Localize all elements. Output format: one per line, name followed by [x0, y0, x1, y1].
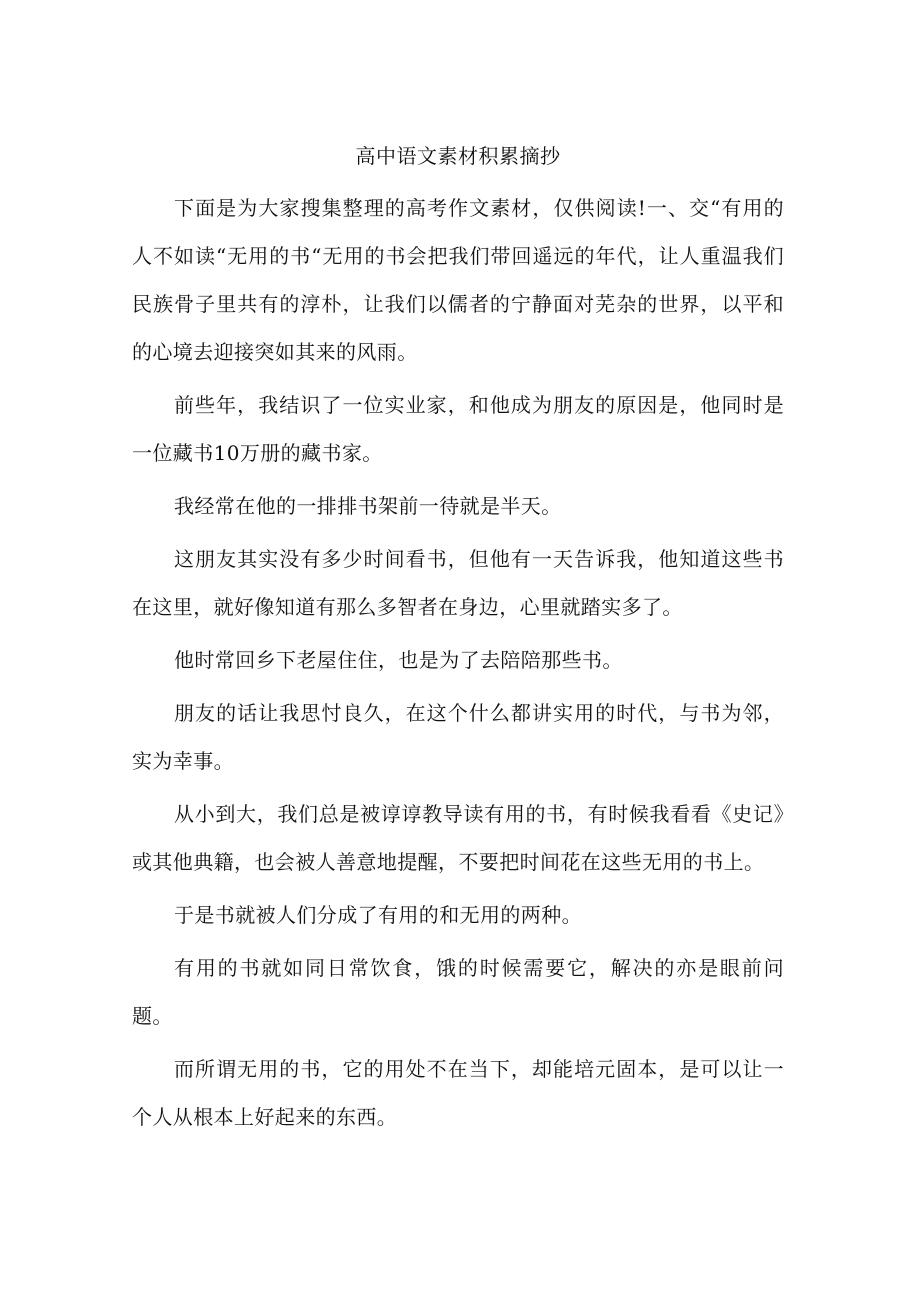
paragraph: 下面是为大家搜集整理的高考作文素材，仅供阅读!一、交“有用的人不如读“无用的书“无用的书会把我们带回遥远的年代，让人重温我们民族骨子里共有的淳朴，让我们以儒者的宁静面对芜杂的世界，以平和的心境去迎接突如其来的风雨。	[132, 196, 784, 364]
paragraph: 这朋友其实没有多少时间看书，但他有一天告诉我，他知道这些书在这里，就好像知道有那么多智者在身边，心里就踏实多了。	[132, 547, 784, 619]
paragraph: 他时常回乡下老屋住住，也是为了去陪陪那些书。	[174, 648, 623, 672]
paragraph: 有用的书就如同日常饮食，饿的时候需要它，解决的亦是眼前问题。	[132, 956, 784, 1028]
paragraph: 于是书就被人们分成了有用的和无用的两种。	[174, 903, 582, 927]
paragraph: 朋友的话让我思忖良久，在这个什么都讲实用的时代，与书为邻，实为幸事。	[132, 701, 784, 773]
document-title: 高中语文素材积累摘抄	[355, 144, 561, 168]
paragraph: 前些年，我结识了一位实业家，和他成为朋友的原因是，他同时是一位藏书10万册的藏书家。	[132, 393, 784, 465]
paragraph: 而所谓无用的书，它的用处不在当下，却能培元固本，是可以让一个人从根本上好起来的东西。	[132, 1057, 784, 1129]
paragraph: 我经常在他的一排排书架前一待就是半天。	[174, 494, 562, 518]
paragraph: 从小到大，我们总是被谆谆教导读有用的书，有时候我看看《史记》或其他典籍，也会被人善意地提醒，不要把时间花在这些无用的书上。	[132, 802, 784, 874]
document-body	[132, 136, 784, 1146]
